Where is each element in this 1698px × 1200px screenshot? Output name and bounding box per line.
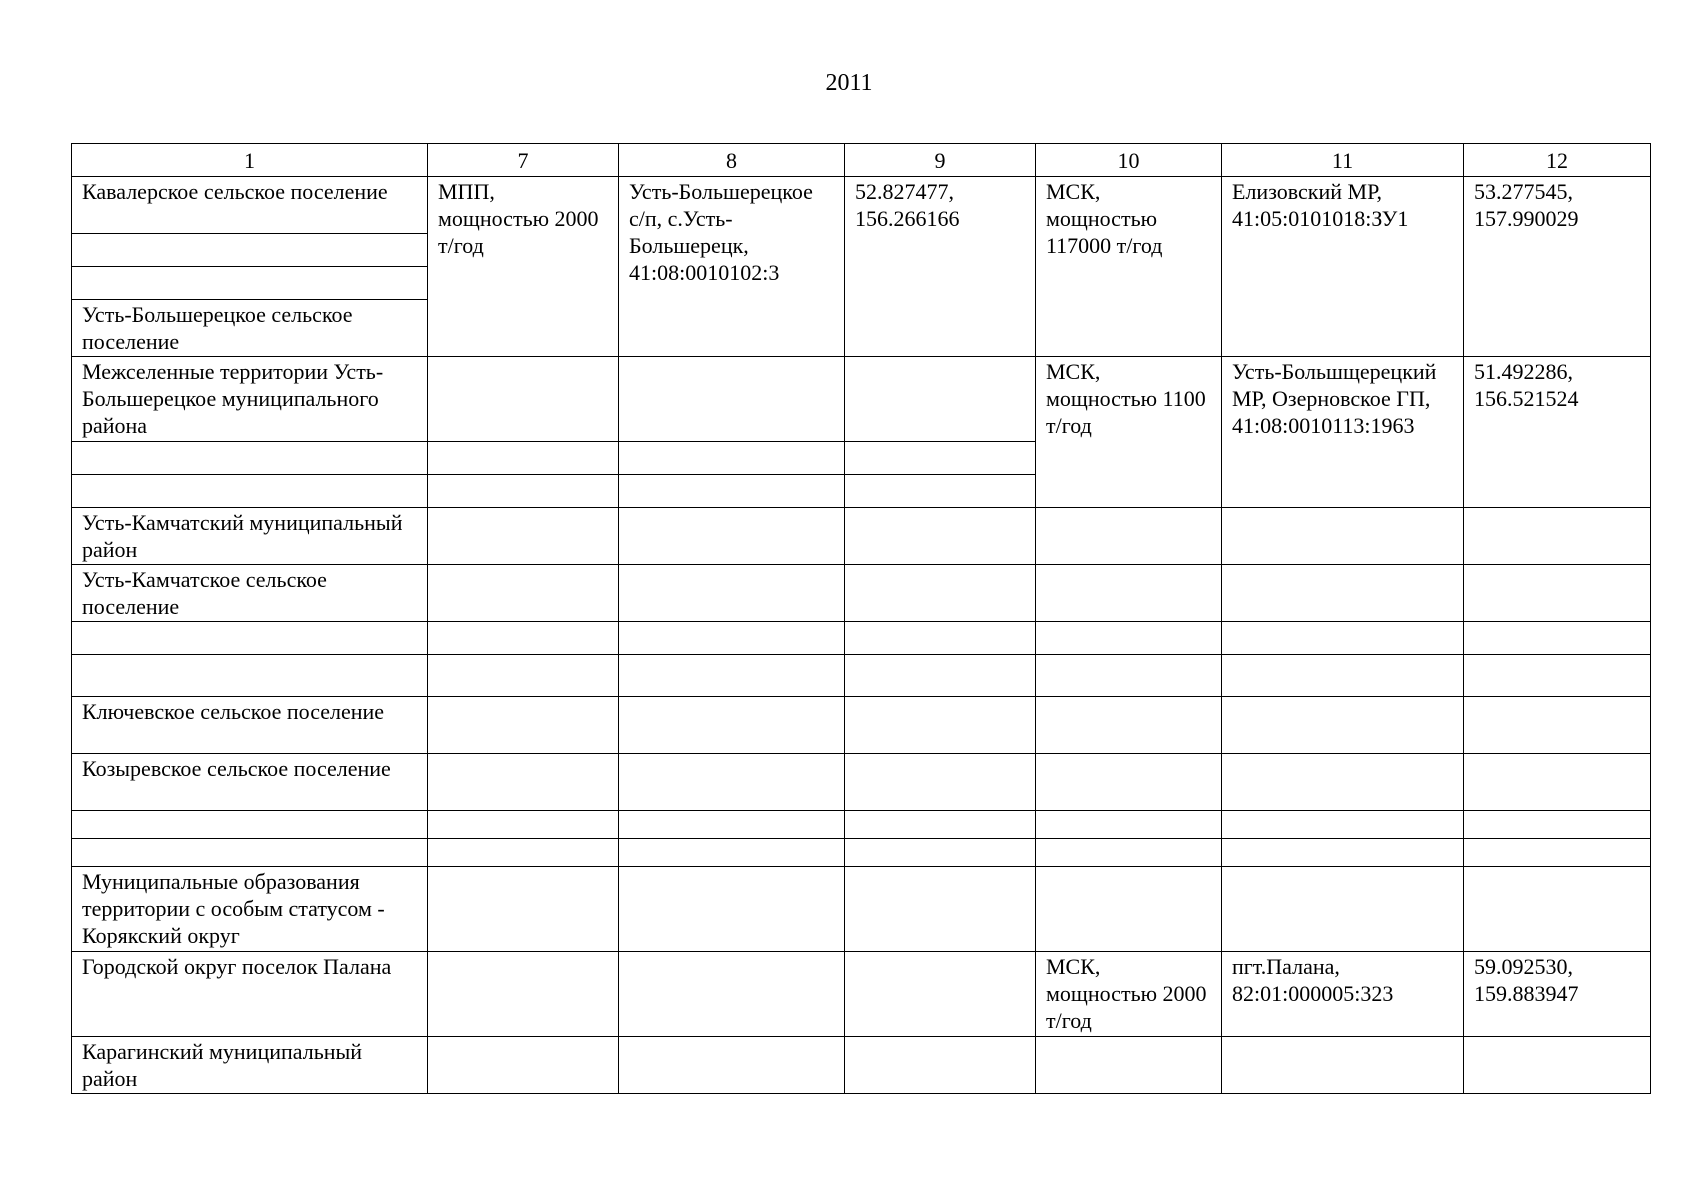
- table-cell: [619, 475, 845, 508]
- header-cell: 7: [428, 144, 619, 177]
- table-row: [72, 508, 1651, 565]
- table-cell: [845, 754, 1036, 811]
- table-cell: 51.492286, 156.521524: [1464, 357, 1651, 508]
- table-cell: [72, 267, 428, 300]
- table-cell: [845, 622, 1036, 655]
- table-cell: Кавалерское сельское поселение: [72, 177, 428, 234]
- table-cell: Усть-Большщерецкий МР, Озерновское ГП, 41:08:0010113:1963: [1222, 357, 1464, 508]
- table-cell: [72, 839, 428, 867]
- table-row: [72, 697, 1651, 754]
- page-number: 2011: [825, 70, 873, 96]
- table-row: [72, 177, 1651, 234]
- table-cell: [1464, 565, 1651, 622]
- table-cell: [619, 697, 845, 754]
- table-cell: [1222, 655, 1464, 697]
- table-cell: [619, 442, 845, 475]
- table-cell: [1464, 655, 1651, 697]
- table-cell: Межселенные территории Усть-Большерецкое муниципального района: [72, 357, 428, 442]
- table-row: [72, 754, 1651, 811]
- table-cell: [428, 867, 619, 952]
- table-cell: [1222, 697, 1464, 754]
- table-cell: Елизовский МР, 41:05:0101018:ЗУ1: [1222, 177, 1464, 357]
- table-cell: [72, 234, 428, 267]
- table-row: [72, 811, 1651, 839]
- table-cell: [1222, 622, 1464, 655]
- table-cell: [72, 622, 428, 655]
- header-cell: 12: [1464, 144, 1651, 177]
- table-cell: [428, 655, 619, 697]
- table-cell: [1222, 754, 1464, 811]
- table-cell: [845, 508, 1036, 565]
- table-cell: Муниципальные образования территории с особым статусом - Корякский округ: [72, 867, 428, 952]
- table-cell: Козыревское сельское поселение: [72, 754, 428, 811]
- table-cell: [428, 697, 619, 754]
- table-cell: [1464, 867, 1651, 952]
- table-cell: [1036, 811, 1222, 839]
- table-cell: [619, 1037, 845, 1094]
- table-cell: [845, 697, 1036, 754]
- table-cell: [428, 357, 619, 442]
- data-table: [71, 143, 1651, 1094]
- table-cell: МСК, мощностью 1100 т/год: [1036, 357, 1222, 508]
- table-cell: [619, 622, 845, 655]
- table-cell: [1036, 839, 1222, 867]
- table-cell: [1464, 1037, 1651, 1094]
- table-cell: [428, 475, 619, 508]
- table-cell: Ключевское сельское поселение: [72, 697, 428, 754]
- table-cell: [619, 952, 845, 1037]
- table-cell: Усть-Большерецкое с/п, с.Усть-Большерецк, 41:08:0010102:3: [619, 177, 845, 357]
- header-cell: 11: [1222, 144, 1464, 177]
- table-cell: МПП, мощностью 2000 т/год: [428, 177, 619, 357]
- header-cell: 10: [1036, 144, 1222, 177]
- table-cell: [845, 1037, 1036, 1094]
- table-cell: [845, 475, 1036, 508]
- table-cell: [1464, 622, 1651, 655]
- table-cell: [72, 811, 428, 839]
- table-row: [72, 357, 1651, 442]
- table-cell: МСК, мощностью 2000 т/год: [1036, 952, 1222, 1037]
- header-cell: 9: [845, 144, 1036, 177]
- table-cell: Усть-Большерецкое сельское поселение: [72, 300, 428, 357]
- table-cell: Карагинский муниципальный район: [72, 1037, 428, 1094]
- table-cell: МСК, мощностью 117000 т/год: [1036, 177, 1222, 357]
- table-cell: [1036, 655, 1222, 697]
- table-cell: [1222, 811, 1464, 839]
- table-cell: [428, 811, 619, 839]
- header-row: [72, 144, 1651, 177]
- table-cell: [428, 952, 619, 1037]
- table-cell: [1464, 754, 1651, 811]
- table-cell: [619, 811, 845, 839]
- header-cell: 1: [72, 144, 428, 177]
- table-cell: [1222, 839, 1464, 867]
- table-cell: [1222, 508, 1464, 565]
- table-cell: [428, 508, 619, 565]
- table-cell: [1036, 867, 1222, 952]
- table-cell: [845, 867, 1036, 952]
- table-cell: [845, 952, 1036, 1037]
- table-cell: пгт.Палана, 82:01:000005:323: [1222, 952, 1464, 1037]
- table-cell: [845, 655, 1036, 697]
- table-cell: 53.277545, 157.990029: [1464, 177, 1651, 357]
- table-cell: [1036, 622, 1222, 655]
- table-cell: [619, 754, 845, 811]
- table-cell: [1036, 697, 1222, 754]
- table-cell: [72, 442, 428, 475]
- table-cell: [428, 565, 619, 622]
- table-row: [72, 1037, 1651, 1094]
- table-cell: [1222, 867, 1464, 952]
- table-cell: [845, 811, 1036, 839]
- table-cell: Усть-Камчатский муниципальный район: [72, 508, 428, 565]
- table-cell: [1036, 1037, 1222, 1094]
- table-cell: [619, 508, 845, 565]
- table-cell: [619, 357, 845, 442]
- table-cell: [1222, 1037, 1464, 1094]
- table-cell: [619, 867, 845, 952]
- table-cell: [619, 839, 845, 867]
- table-cell: [1036, 508, 1222, 565]
- table-cell: [1464, 811, 1651, 839]
- table-cell: Усть-Камчатское сельское поселение: [72, 565, 428, 622]
- table-cell: [72, 475, 428, 508]
- table-cell: [845, 839, 1036, 867]
- table-cell: [72, 655, 428, 697]
- table-cell: [619, 565, 845, 622]
- table-cell: 52.827477, 156.266166: [845, 177, 1036, 357]
- table-cell: [1036, 565, 1222, 622]
- table-cell: [428, 622, 619, 655]
- table-cell: Городской округ поселок Палана: [72, 952, 428, 1037]
- table-cell: [428, 754, 619, 811]
- table-row: [72, 655, 1651, 697]
- table-cell: [845, 565, 1036, 622]
- table-cell: [1222, 565, 1464, 622]
- table-cell: [845, 357, 1036, 442]
- table-row: [72, 565, 1651, 622]
- table-cell: 59.092530, 159.883947: [1464, 952, 1651, 1037]
- table-cell: [428, 442, 619, 475]
- table-row: [72, 952, 1651, 1037]
- table-row: [72, 839, 1651, 867]
- header-cell: 8: [619, 144, 845, 177]
- table-cell: [845, 442, 1036, 475]
- table-cell: [1036, 754, 1222, 811]
- table-cell: [1464, 508, 1651, 565]
- table-cell: [1464, 697, 1651, 754]
- table-cell: [619, 655, 845, 697]
- table-cell: [1464, 839, 1651, 867]
- table-cell: [428, 839, 619, 867]
- table-row: [72, 622, 1651, 655]
- table-cell: [428, 1037, 619, 1094]
- table-row: [72, 867, 1651, 952]
